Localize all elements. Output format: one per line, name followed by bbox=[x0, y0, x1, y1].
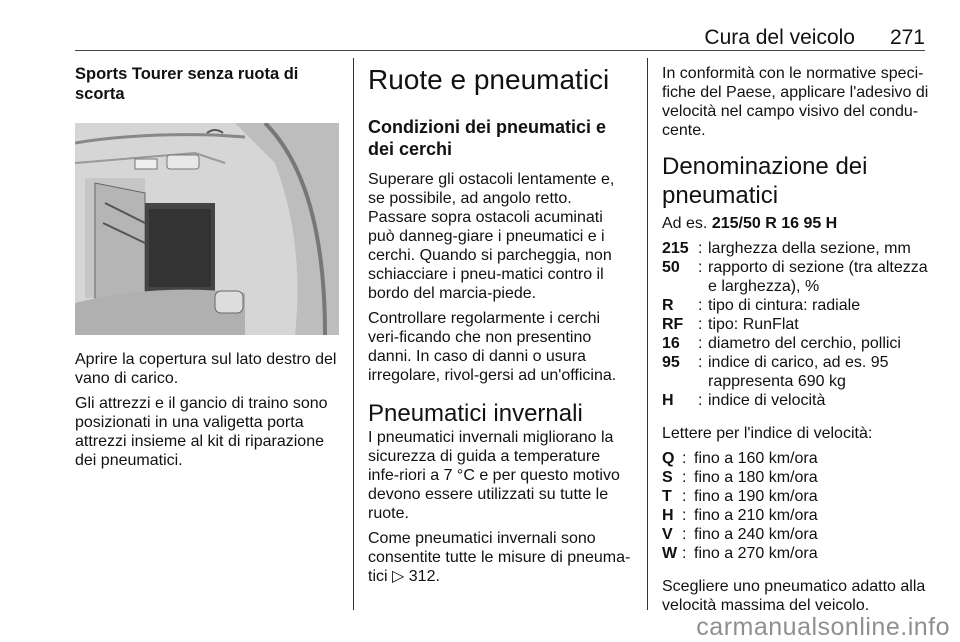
column-3 bbox=[662, 64, 930, 621]
cargo-photo bbox=[75, 123, 339, 335]
paragraph-obstacles: Superare gli ostacoli lentamente e, se possibile, ad angolo retto. Passare sopra ostacoli acuminati può danneg-giare i pneumatici e i cerchi. Quando si parcheggia, non schiacciare i pneu-matici contro il bordo del marcia-piede. bbox=[368, 171, 615, 302]
column-1 bbox=[75, 64, 343, 476]
def-sep: : bbox=[698, 259, 703, 276]
tyre-condition-heading: Condizioni dei pneumatici e dei cerchi bbox=[368, 117, 607, 159]
speed-sep: : bbox=[682, 469, 687, 486]
def-value: indice di carico, ad es. 95 rappresenta 690 kg bbox=[708, 354, 889, 390]
def-key: 16 bbox=[662, 335, 680, 352]
def-sep: : bbox=[698, 392, 703, 409]
def-value: tipo: RunFlat bbox=[708, 316, 799, 333]
page-header bbox=[75, 26, 925, 52]
speed-sep: : bbox=[682, 450, 687, 467]
speed-value: fino a 210 km/ora bbox=[694, 507, 818, 524]
def-value: rapporto di sezione (tra altezza e larghezza), % bbox=[708, 259, 928, 295]
def-key: 215 bbox=[662, 240, 689, 257]
def-sep: : bbox=[698, 240, 703, 257]
paragraph-speed-sticker: In conformità con le normative speci-fiche del Paese, applicare l'adesivo di velocità nel campo visivo del condu-cente. bbox=[662, 65, 929, 139]
spare-wheel-heading: Sports Tourer senza ruota di scorta bbox=[75, 65, 299, 103]
paragraph-choose-tyre: Scegliere uno pneumatico adatto alla velocità massima del veicolo. bbox=[662, 578, 926, 614]
speed-value: fino a 160 km/ora bbox=[694, 450, 818, 467]
speed-key: W bbox=[662, 545, 678, 562]
cargo-compartment-illustration bbox=[75, 123, 339, 335]
speed-sep: : bbox=[682, 507, 687, 524]
def-key: 50 bbox=[662, 259, 680, 276]
speed-value: fino a 180 km/ora bbox=[694, 469, 818, 486]
section-title: Cura del veicolo bbox=[704, 26, 855, 49]
speed-sep: : bbox=[682, 545, 687, 562]
paragraph-open-cover: Aprire la copertura sul lato destro del vano di carico. bbox=[75, 351, 337, 387]
def-value: tipo di cintura: radiale bbox=[708, 297, 861, 314]
def-value: indice di velocità bbox=[708, 392, 826, 409]
tyre-designation-heading: Denominazione dei pneumatici bbox=[662, 153, 868, 209]
wheels-tyres-title: Ruote e pneumatici bbox=[368, 64, 610, 95]
def-key: 95 bbox=[662, 354, 680, 371]
speed-index-intro: Lettere per l'indice di velocità: bbox=[662, 425, 873, 442]
def-value: larghezza della sezione, mm bbox=[708, 240, 911, 257]
def-value: diametro del cerchio, pollici bbox=[708, 335, 901, 352]
column-2 bbox=[368, 64, 633, 592]
speed-sep: : bbox=[682, 488, 687, 505]
watermark: carmanualsonline.info bbox=[696, 613, 950, 641]
page-ref-arrow-icon: ▷ bbox=[392, 568, 405, 585]
designation-definitions bbox=[662, 239, 930, 410]
speed-value: fino a 240 km/ora bbox=[694, 526, 818, 543]
def-sep: : bbox=[698, 316, 703, 333]
header-rule bbox=[75, 50, 925, 51]
def-sep: : bbox=[698, 354, 703, 371]
def-sep: : bbox=[698, 335, 703, 352]
paragraph-tools-location: Gli attrezzi e il gancio di traino sono posizionati in una valigetta porta attrezzi insieme al kit di riparazione dei pneumatici. bbox=[75, 395, 328, 469]
paragraph-check-rims: Controllare regolarmente i cerchi veri-ficando che non presentino danni. In caso di danni o usura irregolare, rivol-gersi ad un'officina. bbox=[368, 310, 617, 384]
paragraph-winter-sizes bbox=[368, 529, 633, 586]
winter-tyres-heading: Pneumatici invernali bbox=[368, 400, 583, 427]
speed-key: H bbox=[662, 507, 674, 524]
example-line bbox=[662, 214, 930, 233]
speed-value: fino a 190 km/ora bbox=[694, 488, 818, 505]
speed-key: T bbox=[662, 488, 672, 505]
page-number: 271 bbox=[889, 26, 925, 49]
speed-key: V bbox=[662, 526, 673, 543]
example-prefix: Ad es. bbox=[662, 215, 708, 232]
def-sep: : bbox=[698, 297, 703, 314]
column-divider-1 bbox=[353, 58, 354, 610]
winter-sizes-text: Come pneumatici invernali sono consentite tutte le misure di pneuma-tici bbox=[368, 530, 631, 585]
column-divider-2 bbox=[647, 58, 648, 610]
speed-key: S bbox=[662, 469, 673, 486]
speed-sep: : bbox=[682, 526, 687, 543]
def-key: R bbox=[662, 297, 674, 314]
paragraph-winter-tyres: I pneumatici invernali migliorano la sicurezza di guida a temperature infe-riori a 7 °C e per questo motivo devono essere utilizzati su tutte le ruote. bbox=[368, 429, 620, 522]
example-code: 215/50 R 16 95 H bbox=[711, 215, 838, 232]
speed-key: Q bbox=[662, 450, 675, 467]
speed-value: fino a 270 km/ora bbox=[694, 545, 818, 562]
def-key: RF bbox=[662, 316, 684, 333]
def-key: H bbox=[662, 392, 674, 409]
page-ref-link[interactable]: 312. bbox=[408, 568, 440, 585]
speed-index-table bbox=[662, 449, 930, 563]
